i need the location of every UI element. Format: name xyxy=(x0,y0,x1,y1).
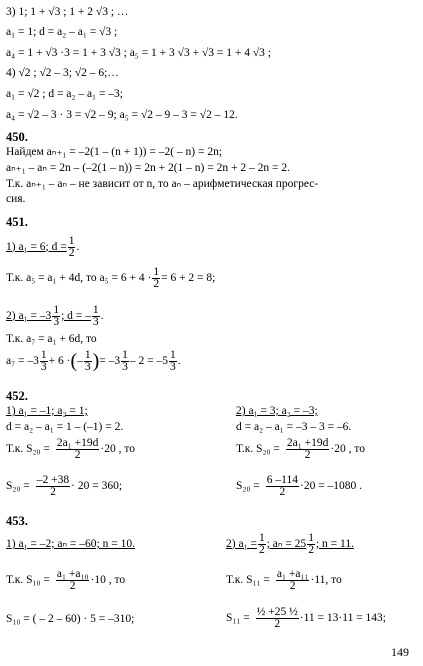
fraction-s20-values: $\frac{-2 +38}{2}$ xyxy=(36,473,70,498)
line-3-a1-d: a₁ = 1; d = a₂ – a₁ = √3 ; xyxy=(6,26,118,38)
problem-452-s20-formula-1 xyxy=(6,436,135,462)
line-3-sequence: 3) 1; 1 + √3 ; 1 + 2 √3 ; … xyxy=(6,6,129,18)
fraction-one-third: $\frac{1}{3}$ xyxy=(53,303,60,328)
fraction-s20: $\frac{\text{2a₁ +19d}}{2}$ xyxy=(286,436,329,461)
s11-label: S₁₁ = xyxy=(226,611,250,624)
line-4-a4-a5: a₄ = √2 – 3 · 3 = √2 – 9; a₅ = √2 – 9 – 3 = √2 – 12. xyxy=(6,109,238,121)
problem-451-heading: 451. xyxy=(6,215,28,229)
problem-451-a7: a₇ = –3 $\frac{1}{3}$ + 6 · ( – $\frac{1}{3}$ ) = –3 $\frac{1}{3}$ – 2 = –5 $\frac{1}{3}$ . xyxy=(6,348,181,373)
fraction-one-half: $\frac{1}{2}$ xyxy=(308,531,314,556)
problem-453-s10-value: S₁₀ = ( – 2 – 60) · 5 = –310; xyxy=(6,613,135,625)
problem-451-a5 xyxy=(6,266,215,290)
a7-text: a₇ = –3 xyxy=(6,354,39,367)
fraction-one-half: $\frac{1}{2}$ xyxy=(68,234,75,259)
problem-450-heading: 450. xyxy=(6,130,28,144)
s20-label: Т.к. S₂₀ = xyxy=(6,442,50,455)
problem-452-s20-value-1 xyxy=(6,473,122,499)
problem-453-s11-formula xyxy=(226,567,342,593)
problem-451-given-1: 1) a₁ = 6; d = $\frac{1}{2}$ . xyxy=(6,234,80,259)
s11-label: Т.к. S₁₁ = xyxy=(226,573,270,586)
s20-tail: ·20 , то xyxy=(100,442,135,455)
problem-453-s10-formula xyxy=(6,567,125,593)
fraction-one-third: $\frac{1}{3}$ xyxy=(92,303,99,328)
s10-label: Т.к. S₁₀ = xyxy=(6,573,50,586)
fraction-s11: $\frac{\text{a₁ +a₁₁}}{2}$ xyxy=(276,567,309,592)
s20-label: Т.к. S₂₀ = xyxy=(236,442,280,455)
fraction-one-third: $\frac{1}{3}$ xyxy=(170,348,176,373)
problem-450-line-3: Т.к. aₙ₊₁ – aₙ – не зависит от n, то aₙ – арифметическая прогрес- xyxy=(6,178,319,190)
problem-453-s11-value xyxy=(226,603,386,633)
s11-result: ·11 = 13·11 = 143; xyxy=(299,611,387,624)
problem-452-d-1: d = a₂ – a₁ = 1 – (–1) = 2. xyxy=(6,421,124,433)
given-an: ; aₙ = 25 xyxy=(266,537,307,550)
problem-452-heading: 452. xyxy=(6,389,28,403)
problem-452-s20-value-2 xyxy=(236,473,362,499)
a7-plus: + 6 · xyxy=(48,354,71,367)
page-number: 149 xyxy=(391,645,409,659)
problem-453-heading: 453. xyxy=(6,514,28,528)
s20-label: S₂₀ = xyxy=(6,479,30,492)
a7-eq: = –3 xyxy=(99,354,121,367)
problem-451-given-2: 2) a₁ = –3 $\frac{1}{3}$ ; d = – $\frac{1}{3}$ . xyxy=(6,303,104,328)
fraction-s20-values: $\frac{6 -114}{2}$ xyxy=(266,473,298,498)
line-4-sequence: 4) √2 ; √2 – 3; √2 – 6;… xyxy=(6,67,119,79)
fraction-one-third: $\frac{1}{3}$ xyxy=(84,348,91,373)
a5-result: = 6 + 2 = 8; xyxy=(161,271,216,284)
problem-452-given-2: 2) a₁ = 3; a₂ = –3; xyxy=(236,405,318,417)
fraction-s10: $\frac{\text{a₁ +a₁₀}}{2}$ xyxy=(56,567,89,592)
a5-text: Т.к. a₅ = a₁ + 4d, то a₅ = 6 + 4 · xyxy=(6,271,152,284)
s20-tail: ·20 , то xyxy=(330,442,365,455)
problem-453-given-2 xyxy=(226,531,354,557)
given-text: 2) a₁ = –3 xyxy=(6,309,52,322)
problem-451-a7-formula: Т.к. a₇ = a₁ + 6d, то xyxy=(6,333,97,345)
s20-label: S₂₀ = xyxy=(236,479,260,492)
given-text: 1) a₁ = 6; d = xyxy=(6,240,67,253)
fraction-one-third: $\frac{1}{3}$ xyxy=(122,348,128,373)
given-n: ; n = 11. xyxy=(315,537,354,550)
line-3-a4-a5: a₄ = 1 + √3 ·3 = 1 + 3 √3 ; a₅ = 1 + 3 √3 + √3 = 1 + 4 √3 ; xyxy=(6,47,271,59)
problem-452-s20-formula-2 xyxy=(236,436,365,462)
fraction-s11-values: $\frac{\text{½ +25 ½}}{2}$ xyxy=(256,605,298,630)
s20-result: · 20 = 360; xyxy=(71,479,123,492)
fraction-one-half: $\frac{1}{2}$ xyxy=(258,531,265,556)
problem-450-line-4: сия. xyxy=(6,193,26,205)
line-4-a1-d: a₁ = √2 ; d = a₂ – a₁ = –3; xyxy=(6,88,123,100)
s20-result: ·20 = –1080 . xyxy=(299,479,363,492)
given-a1: 2) a₁ = xyxy=(226,537,257,550)
problem-452-d-2: d = a₂ – a₁ = –3 – 3 = –6. xyxy=(236,421,352,433)
fraction-one-third: $\frac{1}{3}$ xyxy=(40,348,47,373)
problem-452-given-1: 1) a₁ = –1; a₂ = 1; xyxy=(6,405,88,417)
a7-minus: – 2 = –5 xyxy=(129,354,169,367)
s10-tail: ·10 , то xyxy=(90,573,126,586)
fraction-one-half: $\frac{1}{2}$ xyxy=(153,265,160,290)
fraction-s20: $\frac{\text{2a₁ +19d}}{2}$ xyxy=(56,436,99,461)
problem-450-line-1: Найдем aₙ₊₁ = –2(1 – (n + 1)) = –2( – n) = 2n; xyxy=(6,146,223,158)
problem-453-given-1: 1) a₁ = –2; aₙ = –60; n = 10. xyxy=(6,538,135,550)
problem-450-line-2: aₙ₊₁ – aₙ = 2n – (–2(1 – n)) = 2n + 2(1 – n) = 2n + 2 – 2n = 2. xyxy=(6,162,290,174)
s11-tail: ·11, то xyxy=(310,573,342,586)
given-d: ; d = – xyxy=(61,309,91,322)
